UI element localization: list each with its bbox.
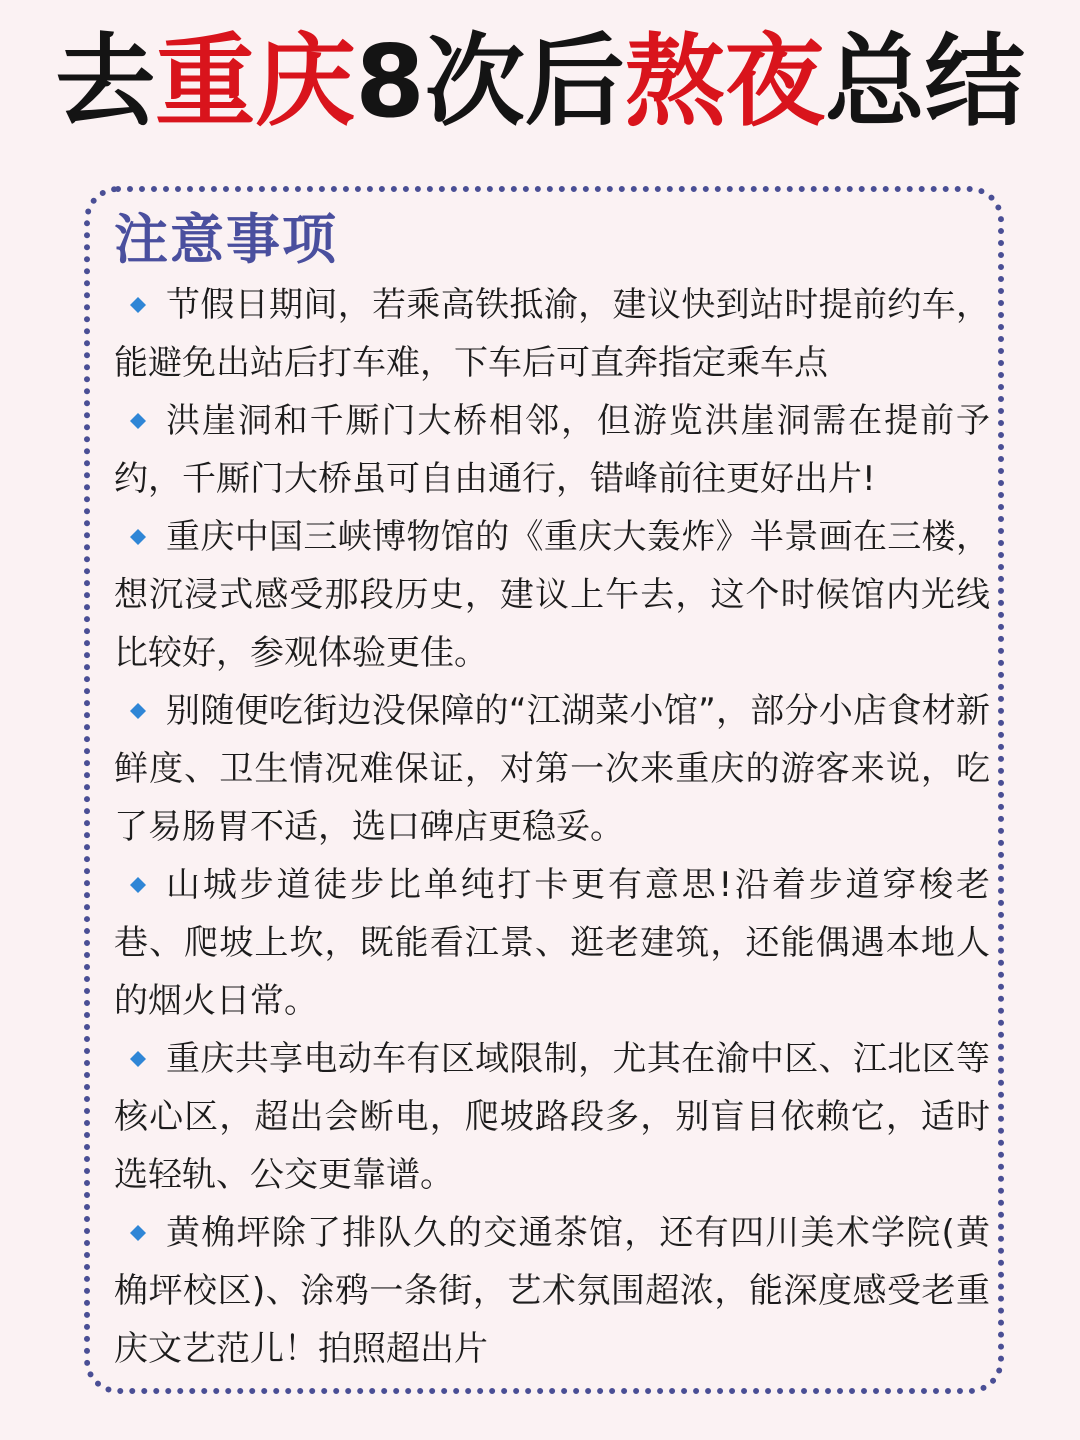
list-item-text: 洪崖洞和千厮门大桥相邻，但游览洪崖洞需在提前予约，千厮门大桥虽可自由通行，错峰前往更好出片! [114, 401, 990, 499]
list-item-text: 重庆共享电动车有区域限制，尤其在渝中区、江北区等核心区，超出会断电，爬坡路段多，别盲目依赖它，适时选轻轨、公交更靠谱。 [114, 1039, 990, 1195]
list-item-text: 重庆中国三峡博物馆的《重庆大轰炸》半景画在三楼，想沉浸式感受那段历史，建议上午去，这个时候馆内光线比较好，参观体验更佳。 [114, 517, 990, 673]
list-item-text: 别随便吃街边没保障的“江湖菜小馆”，部分小店食材新鲜度、卫生情况难保证，对第一次来重庆的游客来说，吃了易肠胃不适，选口碑店更稳妥。 [114, 691, 990, 847]
title-part-5: 总结 [824, 23, 1025, 140]
list-item [114, 508, 990, 682]
blue-diamond-icon [130, 297, 146, 313]
list-item [114, 276, 990, 392]
list-item [114, 392, 990, 508]
list-item [114, 682, 990, 856]
title-part-3: 8次后 [355, 23, 625, 140]
list-item [114, 856, 990, 1030]
title-part-4: 熬夜 [624, 23, 825, 140]
list-item [114, 1030, 990, 1204]
blue-diamond-icon [130, 413, 146, 429]
list-item-text: 黄桷坪除了排队久的交通茶馆，还有四川美术学院(黄桷坪校区)、涂鸦一条街，艺术氛围超浓，能深度感受老重庆文艺范儿！拍照超出片 [114, 1213, 990, 1369]
list-item-text: 节假日期间，若乘高铁抵渝，建议快到站时提前约车，能避免出站后打车难，下车后可直奔指定乘车点 [114, 285, 990, 383]
notes-list [114, 276, 990, 1378]
section-heading: 注意事项 [114, 208, 338, 271]
page-title [0, 22, 1080, 142]
list-item [114, 1204, 990, 1378]
blue-diamond-icon [130, 1051, 146, 1067]
blue-diamond-icon [130, 529, 146, 545]
blue-diamond-icon [130, 877, 146, 893]
list-item-text: 山城步道徒步比单纯打卡更有意思!沿着步道穿梭老巷、爬坡上坎，既能看江景、逛老建筑，还能偶遇本地人的烟火日常。 [114, 865, 990, 1021]
title-part-1: 去 [55, 23, 156, 140]
title-part-2: 重庆 [155, 23, 356, 140]
blue-diamond-icon [130, 1225, 146, 1241]
blue-diamond-icon [130, 703, 146, 719]
